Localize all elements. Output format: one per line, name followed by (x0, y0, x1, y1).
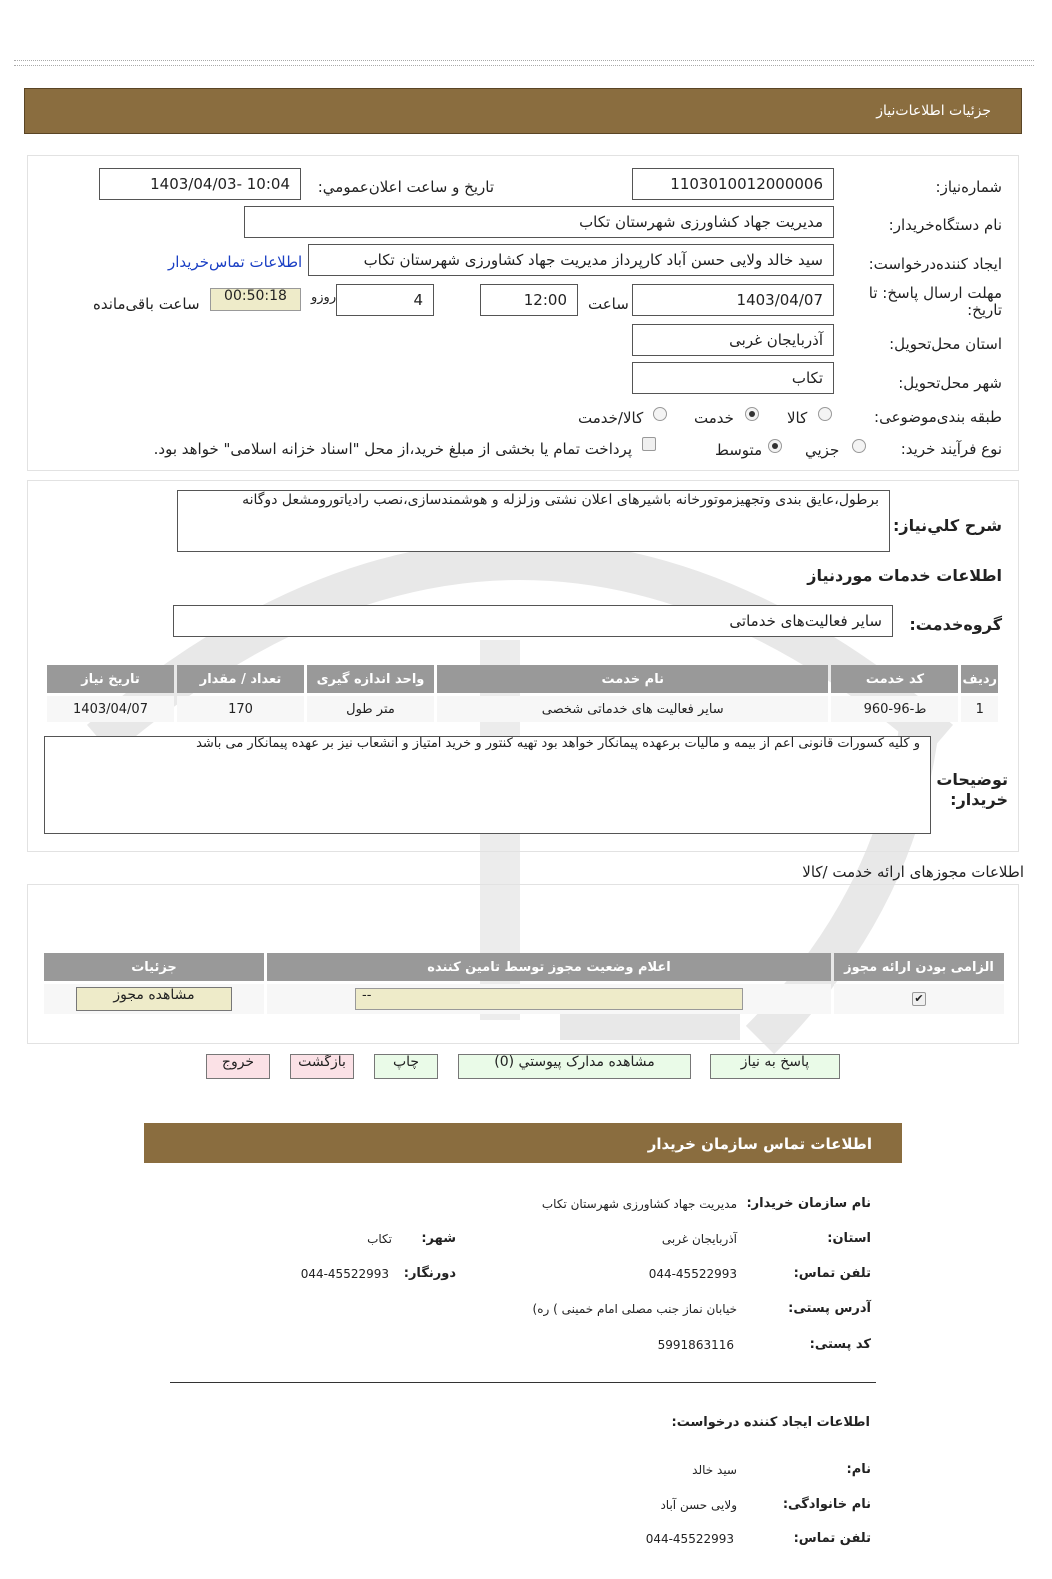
contact-fax-value: 044-45522993 (300, 1267, 389, 1281)
contact-city-value: تکاب (367, 1232, 392, 1246)
category-radio-goods[interactable] (818, 407, 832, 421)
process-option-medium: متوسط (715, 441, 763, 459)
permits-table-header (44, 953, 1004, 981)
need-number-field: 1103010012000006 (632, 168, 834, 200)
cell-row: 1 (961, 696, 998, 722)
col-permit-required: الزامی بودن ارائه مجوز (834, 953, 1004, 981)
service-group-label: گروه‌خدمت: (909, 615, 1002, 634)
creator-label: ایجاد کننده‌درخواست: (868, 255, 1002, 273)
table-row (44, 984, 1004, 1014)
process-radio-medium[interactable] (768, 439, 782, 453)
page-title: جزئیات اطلاعات‌نیاز (876, 103, 991, 119)
contact-title: اطلاعات تماس سازمان خریدار (647, 1135, 872, 1153)
print-button[interactable]: چاپ (374, 1054, 438, 1079)
description-label: شرح کلي‌نیاز: (893, 516, 1002, 535)
contact-postal-label: کد پستی: (809, 1337, 871, 1352)
city-field: تکاب (632, 362, 834, 394)
deadline-time-field: 12:00 (480, 284, 578, 316)
creator-family-label: نام خانوادگی: (782, 1497, 871, 1512)
contact-address-value: خیابان نماز جنب مصلی امام خمینی ) ره) (532, 1302, 737, 1316)
col-service-code: کد خدمت (831, 665, 958, 693)
contact-header (144, 1123, 902, 1163)
cell-service-code: ط-96-960 (831, 696, 958, 722)
permits-title: اطلاعات مجوزهای ارائه خدمت /کالا (802, 863, 1024, 881)
cell-quantity: 170 (177, 696, 304, 722)
permit-required-checkbox: ✔ (912, 992, 926, 1006)
contact-province-label: استان: (827, 1231, 871, 1246)
category-option-service: خدمت (694, 409, 734, 427)
day-label: روزو (311, 290, 337, 305)
city-label: شهر محل‌تحویل: (898, 374, 1002, 392)
cell-need-date: 1403/04/07 (47, 696, 174, 722)
category-label: طبقه بندی‌موضوعی: (874, 408, 1002, 426)
province-field: آذربایجان غربی (632, 324, 834, 356)
process-label: نوع فرآیند خرید: (900, 440, 1002, 458)
time-label: ساعت (588, 295, 629, 313)
col-permit-details: جزئیات (44, 953, 264, 981)
contact-city-label: شهر: (421, 1231, 456, 1246)
creator-family-value: ولایی حسن آباد (660, 1498, 737, 1512)
col-unit: واحد اندازه گیری (307, 665, 434, 693)
description-text: برطول،عایق بندی وتجهیزموتورخانه باشیرهای اعلان نشتی وزلزله و هوشمندسازی،نصب رادیاتورومشعل دوگانه (177, 490, 890, 552)
col-quantity: تعداد / مقدار (177, 665, 304, 693)
buyer-contact-link[interactable]: اطلاعات تماس‌خریدار (168, 253, 303, 271)
remaining-label: ساعت باقی‌مانده (93, 295, 200, 313)
creator-name-label: نام: (846, 1462, 871, 1477)
contact-divider (170, 1382, 876, 1383)
creator-phone-value: 044-45522993 (645, 1532, 734, 1546)
announce-label: تاریخ و ساعت اعلان‌عمومي: (317, 178, 494, 196)
cell-permit-details (44, 984, 264, 1014)
buyer-org-field: مدیریت جهاد کشاورزی شهرستان تکاب (244, 206, 834, 238)
col-permit-status: اعلام وضعیت مجوز توسط تامین کننده (267, 953, 831, 981)
cell-unit: متر طول (307, 696, 434, 722)
process-option-minor: جزیي (805, 441, 840, 459)
province-label: استان محل‌تحویل: (889, 335, 1002, 353)
col-service-name: نام خدمت (437, 665, 828, 693)
announce-field: 1403/04/03- 10:04 (99, 168, 301, 200)
services-table-header (47, 665, 998, 693)
process-radio-minor[interactable] (852, 439, 866, 453)
contact-phone-label: تلفن تماس: (793, 1266, 871, 1281)
creator-info-title: اطلاعات ایجاد کننده درخواست: (671, 1415, 870, 1430)
permit-status-field[interactable]: -- (355, 988, 743, 1010)
category-radio-goods-service[interactable] (653, 407, 667, 421)
treasury-text: پرداخت تمام یا بخشی از مبلغ خرید،از محل "اسناد خزانه اسلامی" خواهد بود. (153, 440, 632, 458)
contact-postal-value: 5991863116 (657, 1338, 734, 1352)
deadline-date-field: 1403/04/07 (632, 284, 834, 316)
creator-name-value: سید خالد (692, 1463, 737, 1477)
contact-address-label: آدرس پستی: (788, 1301, 871, 1316)
back-button[interactable]: بازگشت (290, 1054, 354, 1079)
contact-province-value: آذربایجان غربی (661, 1232, 737, 1246)
need-number-label: شماره‌نیاز: (935, 178, 1002, 196)
cell-permit-required (834, 984, 1004, 1014)
buyer-notes-label: توضیحات خریدار: (936, 770, 1008, 809)
days-field: 4 (336, 284, 434, 316)
creator-phone-label: تلفن تماس: (793, 1531, 871, 1546)
cell-permit-status (267, 984, 831, 1014)
category-option-goods: کالا (787, 409, 808, 427)
col-row: ردیف (961, 665, 998, 693)
buyer-notes-text: و کلیه کسورات قانونی اعم از بیمه و مالیات برعهده پیمانکار خواهد بود تهیه کنتور و خرید امتیاز و انشعاب نیز بر عهده پیمانکار می باشد (44, 736, 931, 834)
view-permit-button[interactable]: مشاهده مجوز (76, 987, 232, 1011)
exit-button[interactable]: خروج (206, 1054, 270, 1079)
category-option-goods-service: کالا/خدمت (578, 409, 644, 427)
table-row (47, 696, 998, 722)
attachments-button[interactable]: مشاهده مدارک پیوستي (0) (458, 1054, 691, 1079)
deadline-label: مهلت ارسال پاسخ: تا تاریخ: (868, 284, 1002, 319)
top-divider (14, 60, 1034, 66)
services-table (44, 662, 1001, 725)
contact-org-value: مدیریت جهاد کشاورزی شهرستان تکاب (541, 1197, 737, 1211)
remaining-timer: 00:50:18 (210, 288, 301, 311)
service-group-field: سایر فعالیت‌های خدماتی (173, 605, 893, 637)
col-need-date: تاریخ نیاز (47, 665, 174, 693)
services-section-title: اطلاعات خدمات موردنیاز (807, 566, 1002, 585)
treasury-checkbox[interactable] (642, 437, 656, 451)
category-radio-service[interactable] (745, 407, 759, 421)
buyer-org-label: نام دستگاه‌خریدار: (888, 216, 1002, 234)
page-header (24, 88, 1022, 134)
respond-button[interactable]: پاسخ به نیاز (710, 1054, 840, 1079)
contact-org-label: نام سازمان خریدار: (746, 1196, 871, 1211)
cell-service-name: سایر فعالیت های خدماتی شخصی (437, 696, 828, 722)
creator-field: سید خالد ولایی حسن آباد کارپرداز مدیریت جهاد کشاورزی شهرستان تکاب (308, 244, 834, 276)
contact-phone-value: 044-45522993 (648, 1267, 737, 1281)
contact-fax-label: دورنگار: (403, 1266, 456, 1281)
permits-table (41, 950, 1007, 1017)
